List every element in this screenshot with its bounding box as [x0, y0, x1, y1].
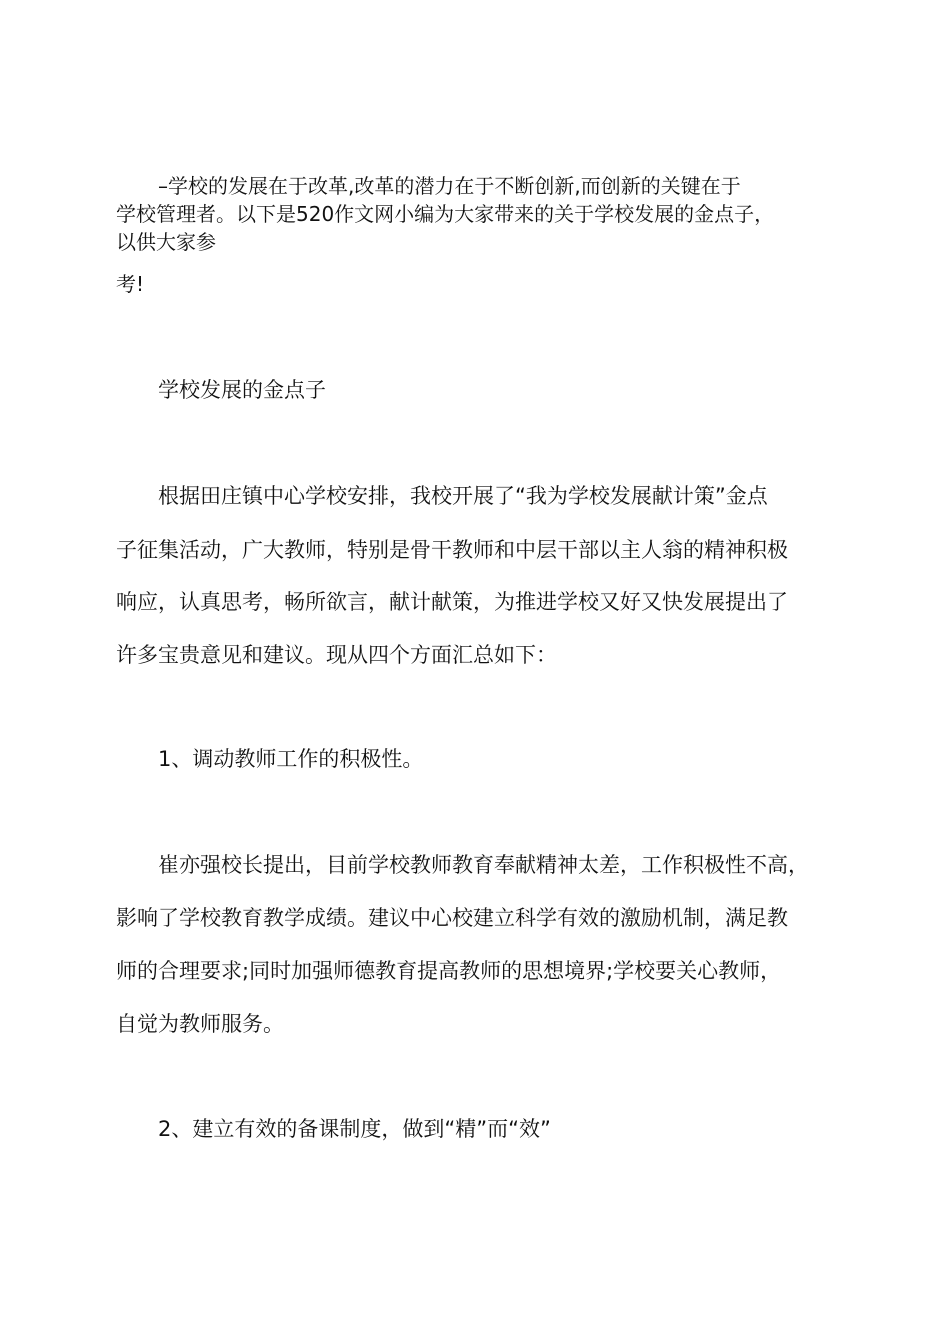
paragraph-2-line-3: 师的合理要求;同时加强师德教育提高教师的思想境界;学校要关心教师， [116, 959, 782, 983]
intro-line-2: 学校管理者。以下是520作文网小编为大家带来的关于学校发展的金点子， [116, 202, 775, 226]
paragraph-1-line-4: 许多宝贵意见和建议。现从四个方面汇总如下： [116, 643, 557, 667]
paragraph-2-line-1: 崔亦强校长提出，目前学校教师教育奉献精神太差，工作积极性不高， [158, 853, 809, 877]
section-heading-1: 1、调动教师工作的积极性。 [158, 747, 424, 771]
intro-line-3: 以供大家参 [116, 230, 216, 254]
intro-line-4: 考! [116, 272, 145, 296]
paragraph-2-line-2: 影响了学校教育教学成绩。建议中心校建立科学有效的激励机制，满足教 [116, 906, 788, 930]
paragraph-1-line-1: 根据田庄镇中心学校安排，我校开展了“我为学校发展献计策”金点 [158, 484, 768, 508]
paragraph-1-line-3: 响应，认真思考，畅所欲言，献计献策，为推进学校又好又快发展提出了 [116, 590, 788, 614]
paragraph-2-line-4: 自觉为教师服务。 [116, 1012, 284, 1036]
intro-line-1: –学校的发展在于改革,改革的潜力在于不断创新,而创新的关键在于 [158, 174, 741, 198]
paragraph-1-line-2: 子征集活动，广大教师，特别是骨干教师和中层干部以主人翁的精神积极 [116, 538, 788, 562]
section-heading-2: 2、建立有效的备课制度，做到“精”而“效” [158, 1117, 551, 1141]
document-title: 学校发展的金点子 [158, 378, 326, 402]
